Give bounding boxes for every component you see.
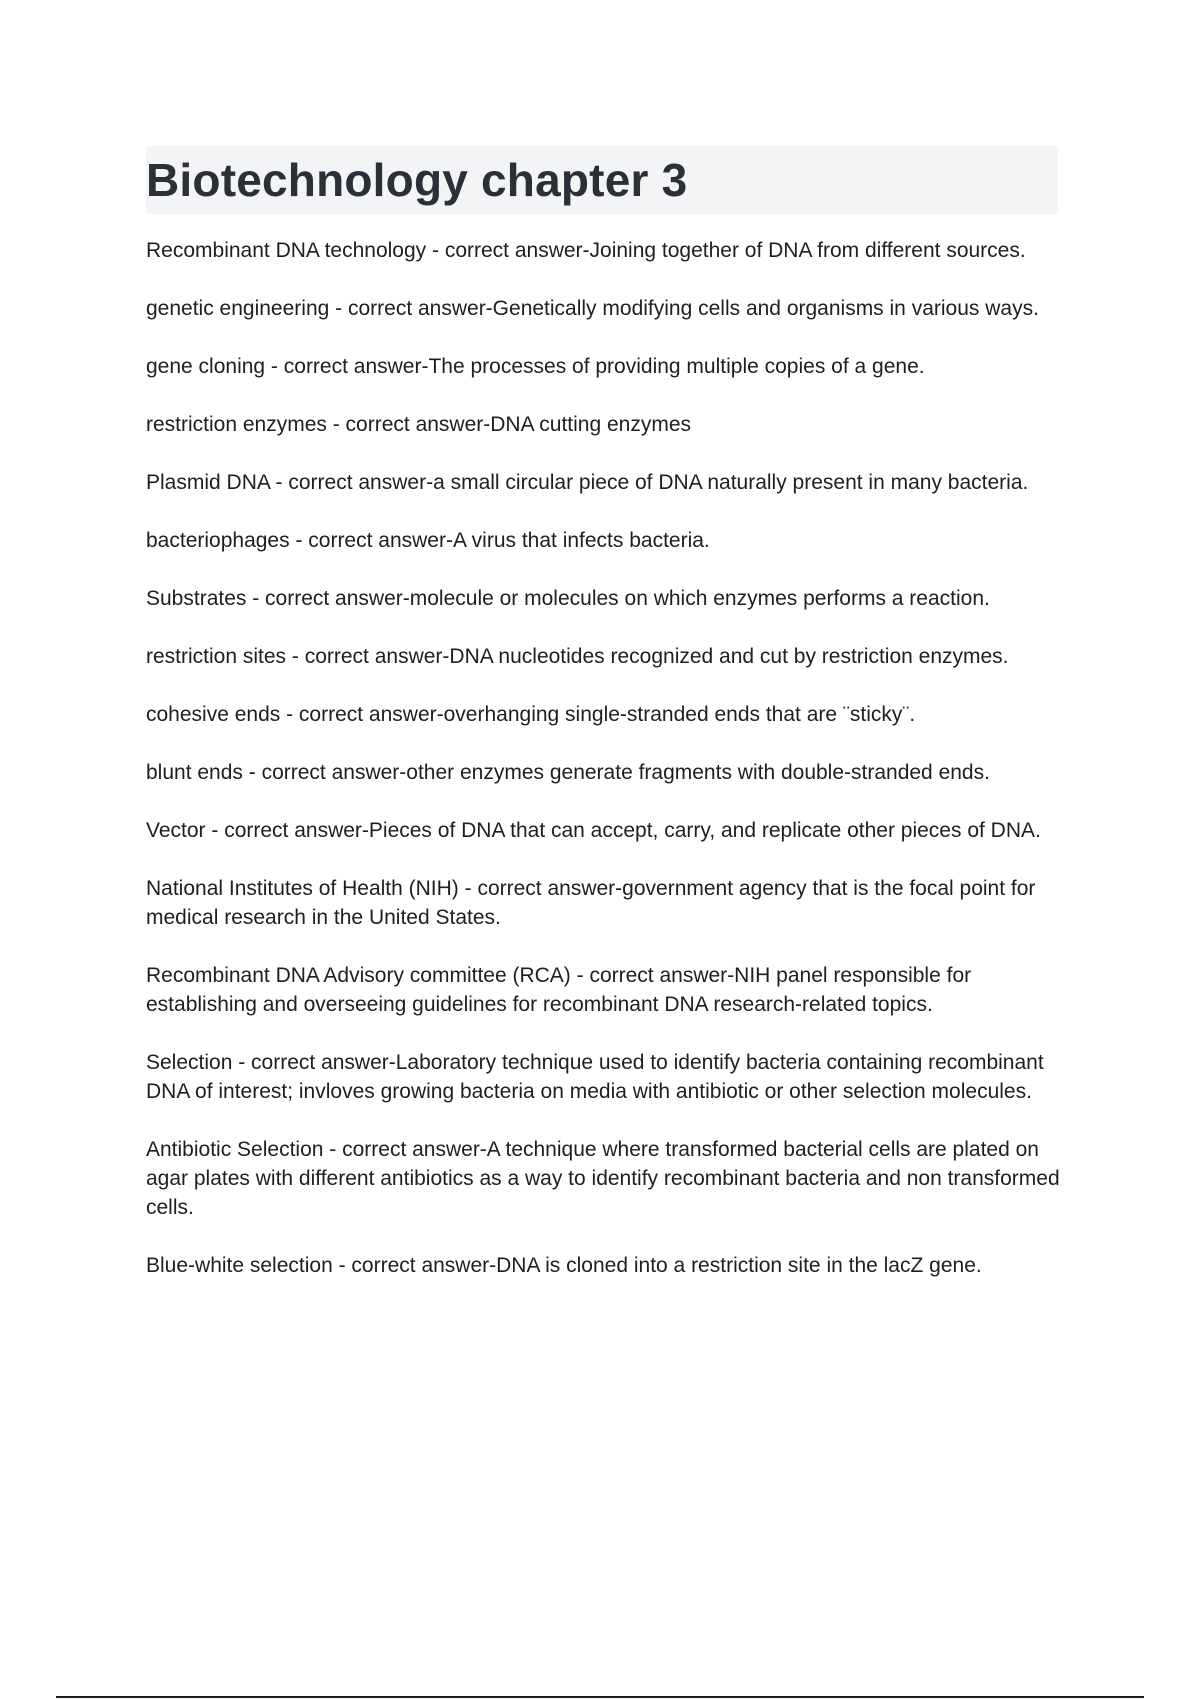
flashcard-entry: Recombinant DNA Advisory committee (RCA) - correct answer-NIH panel responsible for establishing and overseeing guidelines for recombinant DNA research-related topics. [146,964,972,1016]
flashcard-entry: gene cloning - correct answer-The processes of providing multiple copies of a gene. [146,355,925,378]
flashcard-entry: Selection - correct answer-Laboratory technique used to identify bacteria containing recombinant DNA of interest; invloves growing bacteria on media with antibiotic or other selection molecules. [146,1051,1044,1103]
flashcard-entry: restriction enzymes - correct answer-DNA cutting enzymes [146,413,692,436]
page-title: Biotechnology chapter 3 [146,154,688,206]
flashcard-entry: genetic engineering - correct answer-Genetically modifying cells and organisms in various ways. [146,297,1039,320]
flashcard-entry: Recombinant DNA technology - correct answer-Joining together of DNA from different sources. [146,239,1026,262]
flashcard-entry: Blue-white selection - correct answer-DNA is cloned into a restriction site in the lacZ gene. [146,1254,982,1277]
flashcard-entry: Vector - correct answer-Pieces of DNA that can accept, carry, and replicate other pieces of DNA. [146,819,1041,842]
footer-divider [56,1696,1144,1698]
flashcard-list [146,236,1066,1309]
flashcard-entry: bacteriophages - correct answer-A virus that infects bacteria. [146,529,710,552]
flashcard-entry: Substrates - correct answer-molecule or molecules on which enzymes performs a reaction. [146,587,990,610]
flashcard-entry: Antibiotic Selection - correct answer-A technique where transformed bacterial cells are plated on agar plates with different antibiotics as a way to identify recombinant bacteria and non transformed cells. [146,1138,1060,1219]
flashcard-entry: National Institutes of Health (NIH) - correct answer-government agency that is the focal point for medical research in the United States. [146,877,1036,929]
flashcard-entry: restriction sites - correct answer-DNA nucleotides recognized and cut by restriction enzymes. [146,645,1009,668]
flashcard-entry: cohesive ends - correct answer-overhanging single-stranded ends that are ¨sticky¨. [146,703,916,726]
flashcard-entry: blunt ends - correct answer-other enzymes generate fragments with double-stranded ends. [146,761,990,784]
flashcard-entry: Plasmid DNA - correct answer-a small circular piece of DNA naturally present in many bacteria. [146,471,1029,494]
